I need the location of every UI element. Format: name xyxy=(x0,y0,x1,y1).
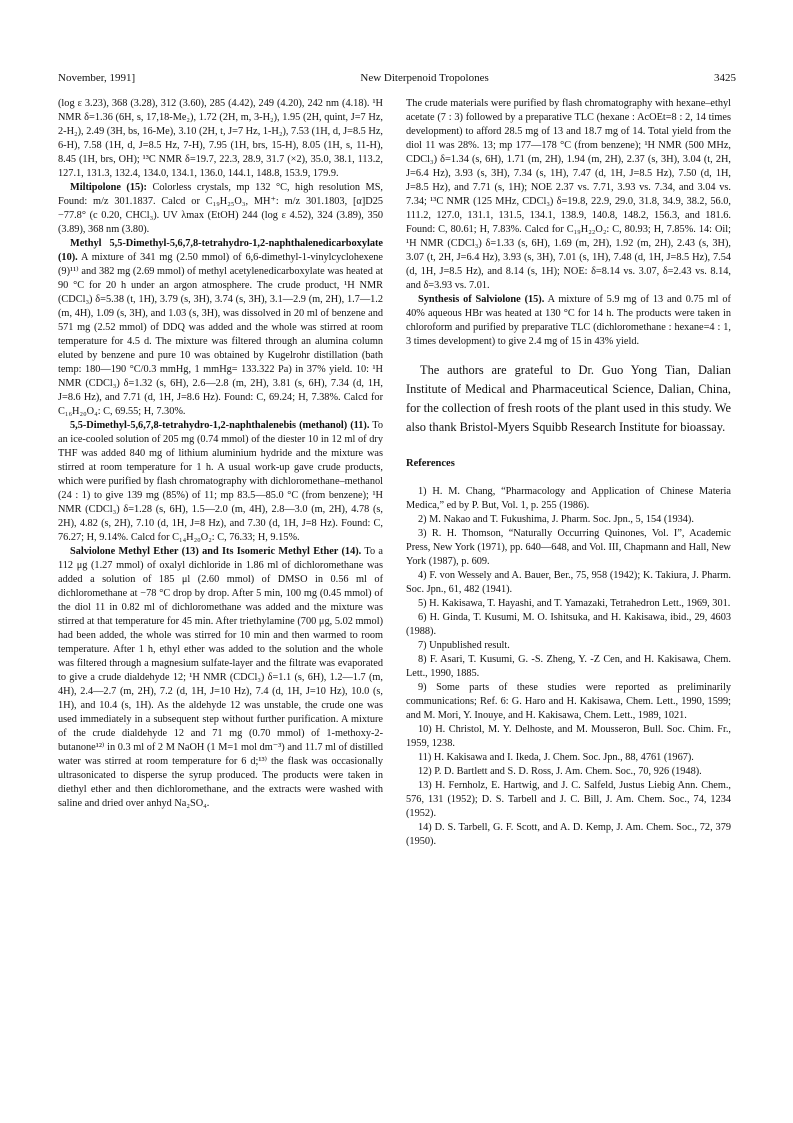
reference-item: 7) Unpublished result. xyxy=(418,640,510,651)
reference-item: 14) D. S. Tarbell, G. F. Scott, and A. D. Kemp, J. Am. Chem. Soc., 72, 379 (1950). xyxy=(406,822,731,847)
paragraph-compound-10: Methyl 5,5-Dimethyl-5,6,7,8-tetrahydro-1,2-naphthalenedicarboxylate (10). A mixture of 341 mg (2.50 mmol) of 6,6-dimethyl-1-vinylcyclohexene (9)¹¹⁾ and 382 mg (2.69 mmol) of methyl acetylenedicarboxylate was heated at 90 °C for 20 h under an argon atmosphere. The crude product, ¹H NMR (CDCl₃) δ=5.38 (t, 1H), 3.79 (s, 3H), 3.74 (s, 3H), 3.1—2.9 (m, 2H), 1.7—1.2 (m, 4H), 1.09 (s, 3H), and 1.03 (s, 3H), was dissolved in 20 ml of benzene and 571 mg (2.52 mmol) of DDQ was added and the whole was stirred at room temperature for 4.5 d. The mixture was filtered through an alumina column eluted by benzene and pure 10 was obtained by Kugelrohr distillation (bath temp: 180—190 °C/0.3 mmHg, 1 mmHg= 133.322 Pa) in 37% yield. 10: ¹H NMR (CDCl₃) δ=1.32 (s, 6H), 2.6—2.8 (m, 2H), 3.81 (s, 6H), 7.34 (d, 1H, J=8.6 Hz), and 7.71 (d, 1H, J=8.6 Hz). Found: C, 69.24; H, 7.38%. Calcd for C₁₆H₂₀O₄: C, 69.55; H, 7.30%. xyxy=(58,238,383,417)
reference-item: 4) F. von Wessely and A. Bauer, Ber., 75, 958 (1942); K. Takiura, J. Pharm. Soc. Jpn., 61, 482 (1941). xyxy=(406,570,731,595)
references-heading: References xyxy=(406,458,455,469)
running-title: New Diterpenoid Tropolones xyxy=(360,72,489,84)
header-date: November, 1991] xyxy=(58,72,136,84)
reference-item: 3) R. H. Thomson, “Naturally Occurring Quinones, Vol. I”, Academic Press, New York (1971), pp. 640—648, and Vol. III, Chapmann and Hall, New York (1987), p. 609. xyxy=(406,528,731,567)
reference-item: 6) H. Ginda, T. Kusumi, M. O. Ishitsuka, and H. Kakisawa, ibid., 29, 4603 (1988). xyxy=(406,612,731,637)
reference-item: 2) M. Nakao and T. Fukushima, J. Pharm. Soc. Jpn., 5, 154 (1934). xyxy=(418,514,694,525)
paragraph-compound-11: 5,5-Dimethyl-5,6,7,8-tetrahydro-1,2-naphthalenebis (methanol) (11). To an ice-cooled solution of 205 mg (0.74 mmol) of the diester 10 in 12 ml of dry THF was added 840 mg of lithium aluminium hydride and the mixture was stirred at room temperature for 1 h. A usual work-up gave crude products, which were purified by flash chromatography with dichloromethane–methanol (24 : 1) to give 139 mg (85%) of 11; mp 83.5—85.0 °C (from benzene); ¹H NMR (CDCl₃) δ=1.28 (s, 6H), 1.5—2.0 (m, 4H), 2.8—3.0 (m, 2H), 4.78 (s, 2H), 4.82 (s, 2H), 7.10 (d, 1H, J=8 Hz), and 7.30 (d, 1H, J=8 Hz). Found: C, 76.27; H, 9.14%. Calcd for C₁₄H₂₀O₂: C, 76.33; H, 9.15%. xyxy=(58,420,384,543)
paragraph-heading: Miltipolone (15): xyxy=(70,182,147,193)
paragraph-miltipolone: Miltipolone (15): Colorless crystals, mp 132 °C, high resolution MS, Found: m/z 301.1837. Calcd or C₁₉H₂₅O₃, MH⁺: m/z 301.1803, [α]D25 −77.8° (c 0.20, CHCl₃). UV λmax (EtOH) 244 (log ε 4.52), 324 (3.89), 350 (3.89), 368 nm (3.80). xyxy=(58,182,383,235)
paragraph-heading: Salviolone Methyl Ether (13) and Its Isomeric Methyl Ether (14). xyxy=(70,546,362,557)
right-column xyxy=(406,97,731,849)
reference-item: 8) F. Asari, T. Kusumi, G. -S. Zheng, Y. -Z Cen, and H. Kakisawa, Chem. Lett., 1990, 1885. xyxy=(406,654,731,679)
reference-item: 5) H. Kakisawa, T. Hayashi, and T. Yamazaki, Tetrahedron Lett., 1969, 301. xyxy=(418,598,731,609)
left-column xyxy=(58,97,383,811)
reference-item: 12) P. D. Bartlett and S. D. Ross, J. Am. Chem. Soc., 70, 926 (1948). xyxy=(418,766,702,777)
reference-item: 11) H. Kakisawa and I. Ikeda, J. Chem. Soc. Jpn., 88, 4761 (1967). xyxy=(418,752,694,763)
reference-item: 1) H. M. Chang, “Pharmacology and Application of Chinese Materia Medica,” ed by P. But, Vol. 1, p. 255 (1986). xyxy=(406,486,731,511)
paragraph-heading: Methyl 5,5-Dimethyl-5,6,7,8-tetrahydro-1,2-naphthalenedicarboxylate (10). xyxy=(58,238,383,263)
references-list xyxy=(406,485,731,849)
reference-item: 10) H. Christol, M. Y. Delhoste, and M. Mousseron, Bull. Soc. Chim. Fr., 1959, 1238. xyxy=(406,724,731,749)
paragraph-heading: Synthesis of Salviolone (15). xyxy=(418,294,545,305)
reference-item: 13) H. Fernholz, E. Hartwig, and J. C. Salfeld, Justus Liebig Ann. Chem., 576, 131 (1952); D. S. Tarbell and J. C. Bill, J. Am. Chem. Soc., 74, 1234 (1952). xyxy=(406,780,731,819)
paragraph-heading: 5,5-Dimethyl-5,6,7,8-tetrahydro-1,2-naphthalenebis (methanol) (11). xyxy=(70,420,370,431)
acknowledgment: The authors are grateful to Dr. Guo Yong Tian, Dalian Institute of Medical and Pharmaceutical Science, Dalian, China, for the collection of fresh roots of the plant used in this study. We also thank Bristol-Myers Squibb Research Institute for bioassay. xyxy=(406,363,731,434)
paragraph-compounds-13-14: Salviolone Methyl Ether (13) and Its Isomeric Methyl Ether (14). To a 112 μg (1.27 mmol) of oxalyl dichloride in 1.86 ml of dichloromethane was added a solution of 185 μl (2.60 mmol) of DMSO in 0.56 ml of dichloromethane at −78 °C drop by drop. After 5 min, 100 mg (0.45 mmol) of the diol 11 in 0.82 ml of dichloromethane was added and the mixture was stirred at that temperature for 45 min. After triethylamine (700 μg, 5.02 mmol) had been added, the whole was stirred for 10 min and then warmed to room temperature. After 1 h, ethyl ether was added to the solution and the whole was filtered through a magnesium sulfate-layer and the filtrate was evaporated to give a crude dialdehyde 12; ¹H NMR (CDCl₃) δ=1.1 (s, 6H), 1.2—1.7 (m, 4H), 2.4—2.7 (m, 2H), 7.2 (d, 1H, J=10 Hz), 7.4 (d, 1H, J=10 Hz), 10.0 (s, 1H), and 10.4 (s, 1H). As the aldehyde 12 was unstable, the crude one was used immediately in a subsequent step without further purification. A mixture of the crude dialdehyde 12 and 71 mg (0.70 mmol) of 1-methoxy-2-butanone¹²⁾ in 0.3 ml of 2 M NaOH (1 M=1 mol dm⁻³) and 11.7 ml of distilled water was stirred at room temperature for 6 d;¹³⁾ the flask was occasionally ultrasonicated to disperse the syrup produced. The products were taken in diethyl ether and then dichloromethane, and the extracts were washed with saline and dried over anhyd Na₂SO₄. xyxy=(58,546,383,809)
paragraph-salviolone-synthesis: Synthesis of Salviolone (15). A mixture of 5.9 mg of 13 and 0.75 ml of 40% aqueous HBr was heated at 130 °C for 14 h. The products were taken in chloroform and purified by preparative TLC (dichloromethane : hexane=4 : 1, 3 times development) to give 2.4 mg of 15 in 43% yield. xyxy=(406,294,731,347)
paragraph-uv-nmr-data: (log ε 3.23), 368 (3.28), 312 (3.60), 285 (4.42), 249 (4.20), 242 nm (4.18). ¹H NMR δ=1.36 (6H, s, 17,18-Me₂), 1.72 (2H, m, 3-H₂), 1.95 (2H, quint, J=7 Hz, 2-H₂), 2.49 (3H, bs, 16-Me), 3.10 (2H, t, J=7 Hz, 1-H₂), 7.53 (1H, d, J=8.5 Hz, 6-H), 7.58 (1H, d, J=8.5 Hz, 7-H), 7.95 (1H, brs, 15-H), 8.05 (1H, s, 11-H), 8.45 (1H, brs, OH); ¹³C NMR δ=19.7, 22.3, 28.9, 31.7 (×2), 35.0, 38.1, 113.2, 127.1, 131.3, 132.4, 134.0, 134.1, 136.0, 144.1, 148.8, 153.9, 179.9. xyxy=(58,98,383,179)
reference-item: 9) Some parts of these studies were reported as preliminarily communications; Ref. 6: G. Haro and H. Kakisawa, Chem. Lett., 1990, 1599; and M. Mori, Y. Inouye, and H. Kakisawa, Chem. Lett., 1989, 1021. xyxy=(406,682,731,721)
page-number: 3425 xyxy=(713,72,736,84)
page-header xyxy=(58,72,736,88)
paragraph-purification: The crude materials were purified by flash chromatography with hexane–ethyl acetate (7 : 3) followed by a preparative TLC (hexane : AcOEt=8 : 2, 14 times development) to afford 28.5 mg of 13 and 18.7 mg of 14. Total yield from the diol 11 was 28%. 13; mp 177—178 °C (from benzene); ¹H NMR (500 MHz, CDCl₃) δ=1.34 (s, 6H), 1.71 (m, 2H), 1.94 (m, 2H), 2.37 (s, 3H), 3.04 (t, 2H, J=6.4 Hz), 3.93 (s, 3H), 7.34 (s, 1H), 7.47 (d, 1H, J=8.5 Hz), 7.50 (d, 1H, J=8.5 Hz), and 7.71 (s, 1H); NOE 2.37 vs. 7.71, 3.93 vs. 7.34, and 3.04 vs. 7.34; ¹³C NMR (125 MHz, CDCl₃) δ=19.8, 22.9, 29.0, 31.8, 34.9, 38.2, 56.0, 111.2, 127.0, 131.1, 131.5, 134.1, 138.9, 140.8, 148.2, 156.3, and 181.6. Found: C, 80.61; H, 7.83%. Calcd for C₁₉H₂₂O₂: C, 80.93; H, 7.85%. 14: Oil; ¹H NMR (CDCl₃) δ=1.33 (s, 6H), 1.69 (m, 2H), 1.92 (m, 2H), 2.43 (s, 3H), 3.07 (t, 2H, J=6.4 Hz), 3.93 (s, 3H), 7.01 (s, 1H), 7.48 (d, 1H, J=8.5 Hz), 7.54 (d, 1H, J=8.5 Hz), and 8.14 (s, 1H); NOE: δ=8.14 vs. 3.07, δ=2.43 vs. 8.14, and δ=3.93 vs. 7.01. xyxy=(406,98,731,291)
